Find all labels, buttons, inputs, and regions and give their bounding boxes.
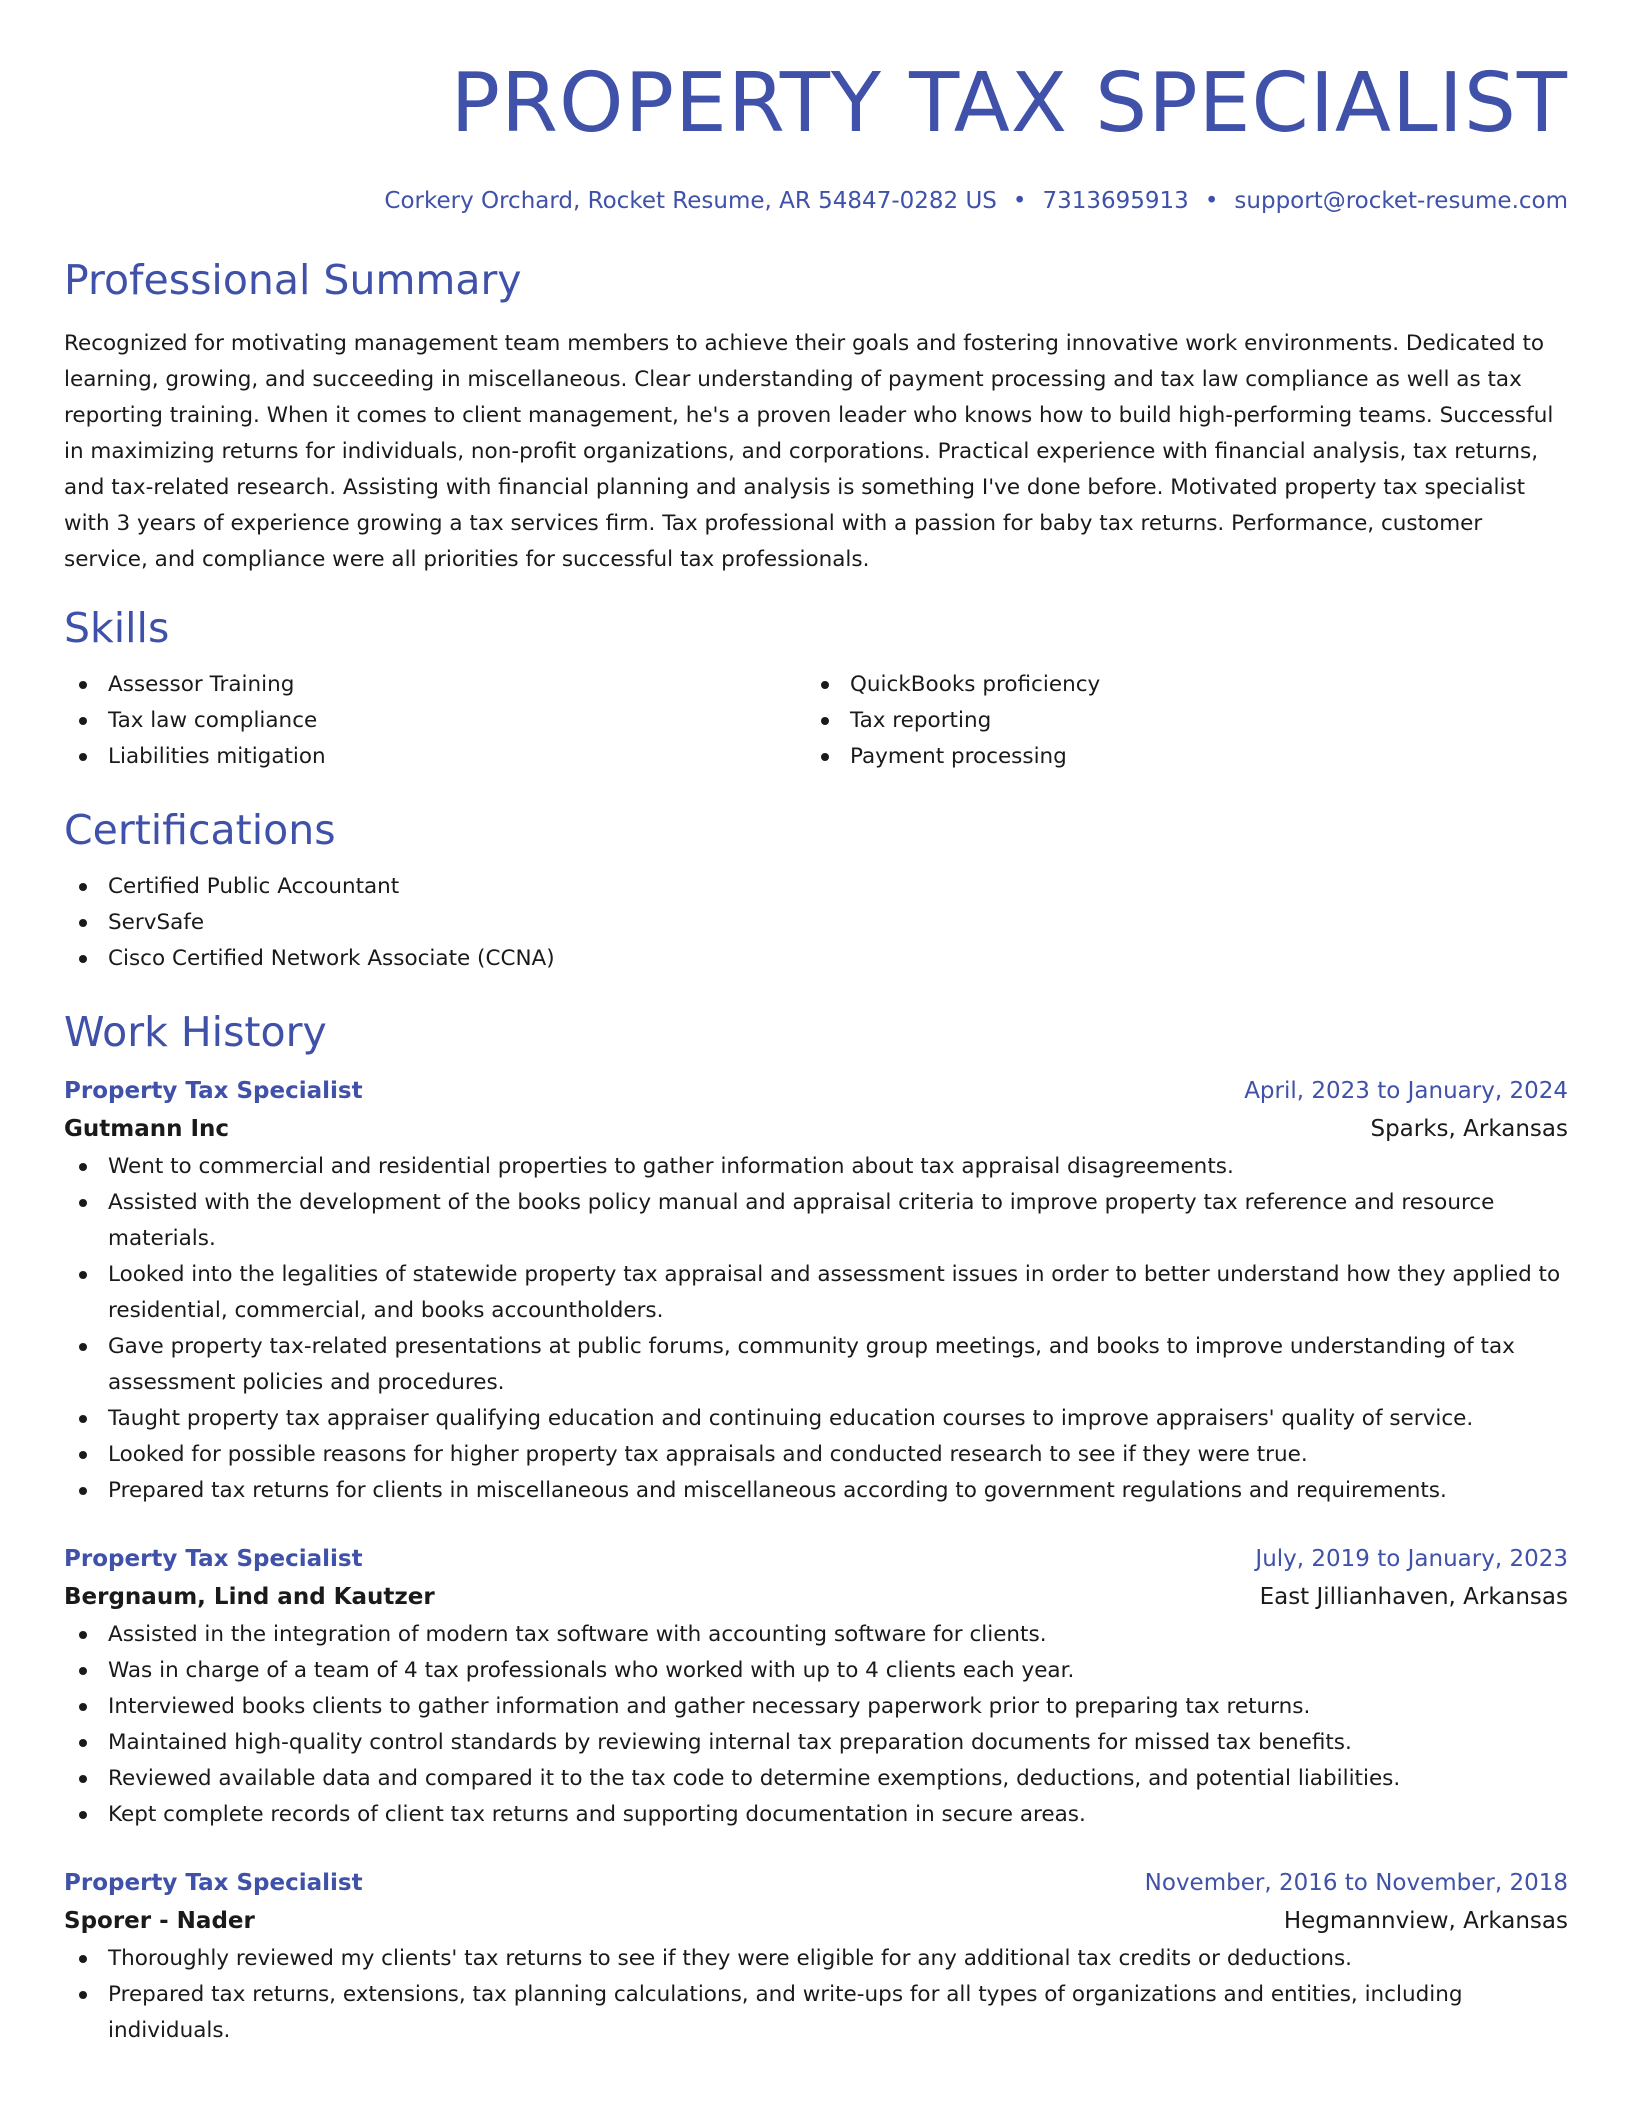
job-bullet: Looked into the legalities of statewide property tax appraisal and assessment issues in order to better understand how they applied to residential, commercial, and books accountholders. <box>64 1257 1568 1329</box>
job-bullets <box>64 1941 1568 2049</box>
job-entry <box>64 1865 1568 2049</box>
skill-item: Tax reporting <box>806 703 1548 739</box>
contact-address: Corkery Orchard, Rocket Resume, AR 54847-0282 US <box>384 188 997 214</box>
job-bullet: Kept complete records of client tax returns and supporting documentation in secure areas. <box>64 1797 1568 1833</box>
job-header <box>64 1865 1568 1901</box>
job-header <box>64 1073 1568 1109</box>
job-company: Sporer - Nader <box>64 1908 255 1934</box>
job-subheader <box>64 1901 1568 1941</box>
job-bullet: Gave property tax-related presentations at public forums, community group meetings, and books to improve understanding of tax assessment policies and procedures. <box>64 1329 1568 1401</box>
job-location: Hegmannview, Arkansas <box>1283 1908 1568 1934</box>
job-bullet: Interviewed books clients to gather information and gather necessary paperwork prior to preparing tax returns. <box>64 1689 1568 1725</box>
job-bullet: Maintained high-quality control standards by reviewing internal tax preparation documents for missed tax benefits. <box>64 1725 1568 1761</box>
job-bullet: Assisted in the integration of modern tax software with accounting software for clients. <box>64 1617 1568 1653</box>
job-bullet: Assisted with the development of the books policy manual and appraisal criteria to improve property tax reference and resource materials. <box>64 1185 1568 1257</box>
job-bullets <box>64 1149 1568 1509</box>
job-location: East Jillianhaven, Arkansas <box>1259 1584 1568 1610</box>
skill-item: Liabilities mitigation <box>64 739 806 775</box>
job-bullet: Was in charge of a team of 4 tax professionals who worked with up to 4 clients each year. <box>64 1653 1568 1689</box>
certification-item: Cisco Certified Network Associate (CCNA) <box>64 941 1568 977</box>
skills-heading: Skills <box>64 604 170 652</box>
job-company: Bergnaum, Lind and Kautzer <box>64 1584 435 1610</box>
job-dates: April, 2023 to January, 2024 <box>1244 1078 1568 1104</box>
contact-line <box>64 186 1568 216</box>
certifications-section <box>64 805 1568 977</box>
job-entry <box>64 1541 1568 1833</box>
job-title: Property Tax Specialist <box>64 1078 363 1104</box>
contact-separator: • <box>1204 188 1219 214</box>
skills-grid <box>64 667 1568 775</box>
contact-separator: • <box>1012 188 1027 214</box>
summary-section <box>64 255 1568 578</box>
job-bullet: Thoroughly reviewed my clients' tax returns to see if they were eligible for any additional tax credits or deductions. <box>64 1941 1568 1977</box>
summary-heading: Professional Summary <box>64 256 522 304</box>
resume-page <box>64 0 1568 2049</box>
job-dates: November, 2016 to November, 2018 <box>1144 1870 1568 1896</box>
job-bullet: Prepared tax returns, extensions, tax planning calculations, and write-ups for all types of organizations and entities, including individuals. <box>64 1977 1568 2049</box>
job-subheader <box>64 1577 1568 1617</box>
job-bullet: Went to commercial and residential properties to gather information about tax appraisal disagreements. <box>64 1149 1568 1185</box>
job-title: Property Tax Specialist <box>64 1870 363 1896</box>
job-bullets <box>64 1617 1568 1833</box>
certification-item: ServSafe <box>64 905 1568 941</box>
job-bullet: Looked for possible reasons for higher property tax appraisals and conducted research to see if they were true. <box>64 1437 1568 1473</box>
skills-list-right <box>806 667 1548 775</box>
skill-item: Payment processing <box>806 739 1548 775</box>
skill-item: Tax law compliance <box>64 703 806 739</box>
job-header <box>64 1541 1568 1577</box>
certification-item: Certified Public Accountant <box>64 869 1568 905</box>
contact-email[interactable]: support@rocket-resume.com <box>1234 188 1568 214</box>
certifications-heading: Certifications <box>64 806 336 854</box>
job-company: Gutmann Inc <box>64 1116 230 1142</box>
job-location: Sparks, Arkansas <box>1370 1116 1568 1142</box>
certifications-list <box>64 869 1568 977</box>
work-section <box>64 1007 1568 2049</box>
job-bullet: Taught property tax appraiser qualifying education and continuing education courses to improve appraisers' quality of service. <box>64 1401 1568 1437</box>
resume-title: PROPERTY TAX SPECIALIST <box>450 56 1568 151</box>
work-heading: Work History <box>64 1008 327 1056</box>
job-subheader <box>64 1109 1568 1149</box>
job-entry <box>64 1073 1568 1509</box>
contact-phone: 7313695913 <box>1042 188 1189 214</box>
job-title: Property Tax Specialist <box>64 1546 363 1572</box>
job-dates: July, 2019 to January, 2023 <box>1255 1546 1568 1572</box>
job-bullet: Prepared tax returns for clients in miscellaneous and miscellaneous according to government regulations and requirements. <box>64 1473 1568 1509</box>
skills-list-left <box>64 667 806 775</box>
job-bullet: Reviewed available data and compared it to the tax code to determine exemptions, deductions, and potential liabilities. <box>64 1761 1568 1797</box>
skills-section <box>64 603 1568 775</box>
skill-item: Assessor Training <box>64 667 806 703</box>
summary-text: Recognized for motivating management team members to achieve their goals and fostering innovative work environments. Dedicated to learning, growing, and succeeding in miscellaneous. Clear understanding of payment processing and tax law compliance as well as tax reporting training. When it comes to client management, he's a proven leader who knows how to build high-performing teams. Successful in maximizing returns for individuals, non-profit organizations, and corporations. Practical experience with financial analysis, tax returns, and tax-related research. Assisting with financial planning and analysis is something I've done before. Motivated property tax specialist with 3 years of experience growing a tax services firm. Tax professional with a passion for baby tax returns. Performance, customer service, and compliance were all priorities for successful tax professionals. <box>64 331 1554 572</box>
skill-item: QuickBooks proficiency <box>806 667 1548 703</box>
